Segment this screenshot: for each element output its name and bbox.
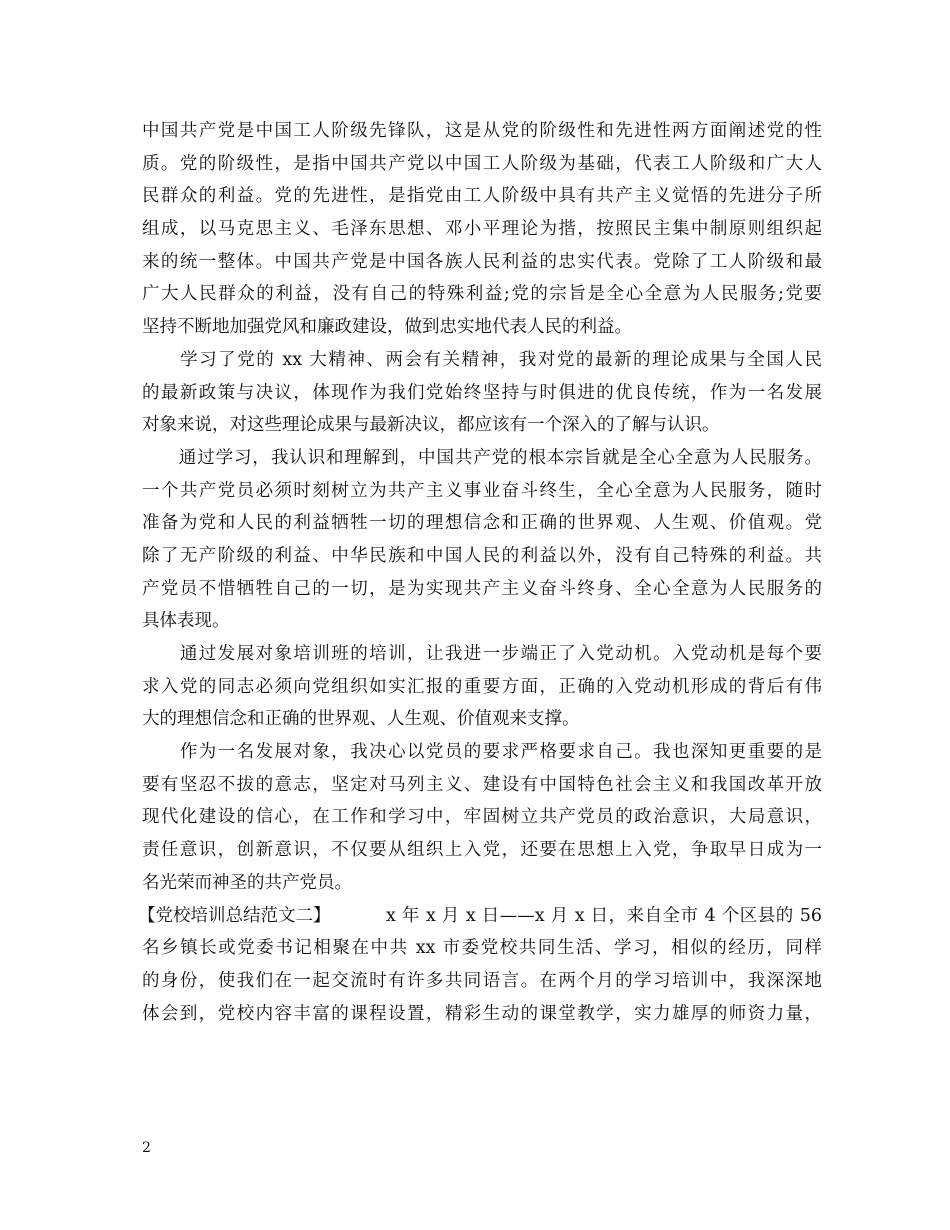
text-line: 现代化建设的信心，在工作和学习中，牢固树立共产党员的政治意识，大局意识，: [142, 807, 822, 828]
text-line: 的最新政策与决议，体现作为我们党始终坚持与时俱进的优良传统，作为一名发展: [142, 382, 822, 403]
text-line: x 年 x 月 x 日——x 月 x 日，来自全市 4 个区县的 56: [386, 905, 822, 926]
paragraph-study-spirit: [142, 344, 822, 442]
text-line: 广大人民群众的利益，没有自己的特殊利益;党的宗旨是全心全意为人民服务;党要: [142, 284, 822, 305]
text-line: 来的统一整体。中国共产党是中国各族人民利益的忠实代表。党除了工人阶级和最: [142, 251, 822, 272]
text-line: 求入党的同志必须向党组织如实汇报的重要方面，正确的入党动机形成的背后有伟: [142, 676, 822, 697]
text-line: 准备为党和人民的利益牺牲一切的理想信念和正确的世界观、人生观、价值观。党: [142, 513, 822, 534]
paragraph-party-nature: [142, 115, 822, 344]
page-number: 2: [142, 1140, 151, 1156]
text-line: 一个共产党员必须时刻树立为共产主义事业奋斗终生，全心全意为人民服务，随时: [142, 480, 822, 501]
text-line: 体会到，党校内容丰富的课程设置，精彩生动的课堂教学，实力雄厚的师资力量，: [142, 1003, 822, 1024]
text-line: 坚持不断地加强党风和廉政建设，做到忠实地代表人民的利益。: [142, 317, 632, 338]
document-body: [138, 115, 822, 1030]
text-line: 中国共产党是中国工人阶级先锋队，这是从党的阶级性和先进性两方面阐述党的性: [142, 121, 822, 141]
text-line: 的身份，使我们在一起交流时有许多共同语言。在两个月的学习培训中，我深深地: [142, 970, 822, 991]
text-line: 要有坚忍不拔的意志，坚定对马列主义、建设有中国特色社会主义和我国改革开放: [142, 774, 822, 795]
text-line: 名光荣而神圣的共产党员。: [142, 872, 352, 893]
section-first-line: [138, 900, 822, 933]
text-line: 责任意识，创新意识，不仅要从组织上入党，还要在思想上入党，争取早日成为一: [142, 840, 822, 861]
text-line: 质。党的阶级性，是指中国共产党以中国工人阶级为基础，代表工人阶级和广大人: [142, 153, 822, 174]
text-line: 作为一名发展对象，我决心以党员的要求严格要求自己。我也深知更重要的是: [142, 742, 822, 763]
section-example-two: [138, 900, 822, 1031]
text-line: 具体表现。: [142, 611, 230, 632]
section-heading: 【党校培训总结范文二】: [138, 905, 331, 926]
text-line: 大的理想信念和正确的世界观、人生观、价值观来支撑。: [142, 709, 580, 730]
text-line: 通过学习，我认识和理解到，中国共产党的根本宗旨就是全心全意为人民服务。: [142, 447, 822, 468]
paragraph-commitment: [142, 736, 822, 899]
text-line: 除了无产阶级的利益、中华民族和中国人民的利益以外，没有自己特殊的利益。共: [142, 545, 822, 566]
text-line: 组成，以马克思主义、毛泽东思想、邓小平理论为揩，按照民主集中制原则组织起: [142, 219, 822, 240]
paragraph-fundamental-purpose: [142, 442, 822, 638]
text-line: 产党员不惜牺牲自己的一切，是为实现共产主义奋斗终身、全心全意为人民服务的: [142, 578, 822, 599]
text-line: 民群众的利益。党的先进性，是指党由工人阶级中具有共产主义觉悟的先进分子所: [142, 186, 822, 207]
text-line: 对象来说，对这些理论成果与最新决议，都应该有一个深入的了解与认识。: [142, 415, 720, 436]
text-line: 学习了党的 xx 大精神、两会有关精神，我对党的最新的理论成果与全国人民: [142, 349, 822, 370]
paragraph-motivation: [142, 638, 822, 736]
text-line: 名乡镇长或党委书记相聚在中共 xx 市委党校共同生活、学习，相似的经历，同样: [142, 938, 822, 959]
text-line: 通过发展对象培训班的培训，让我进一步端正了入党动机。入党动机是每个要: [142, 644, 822, 664]
